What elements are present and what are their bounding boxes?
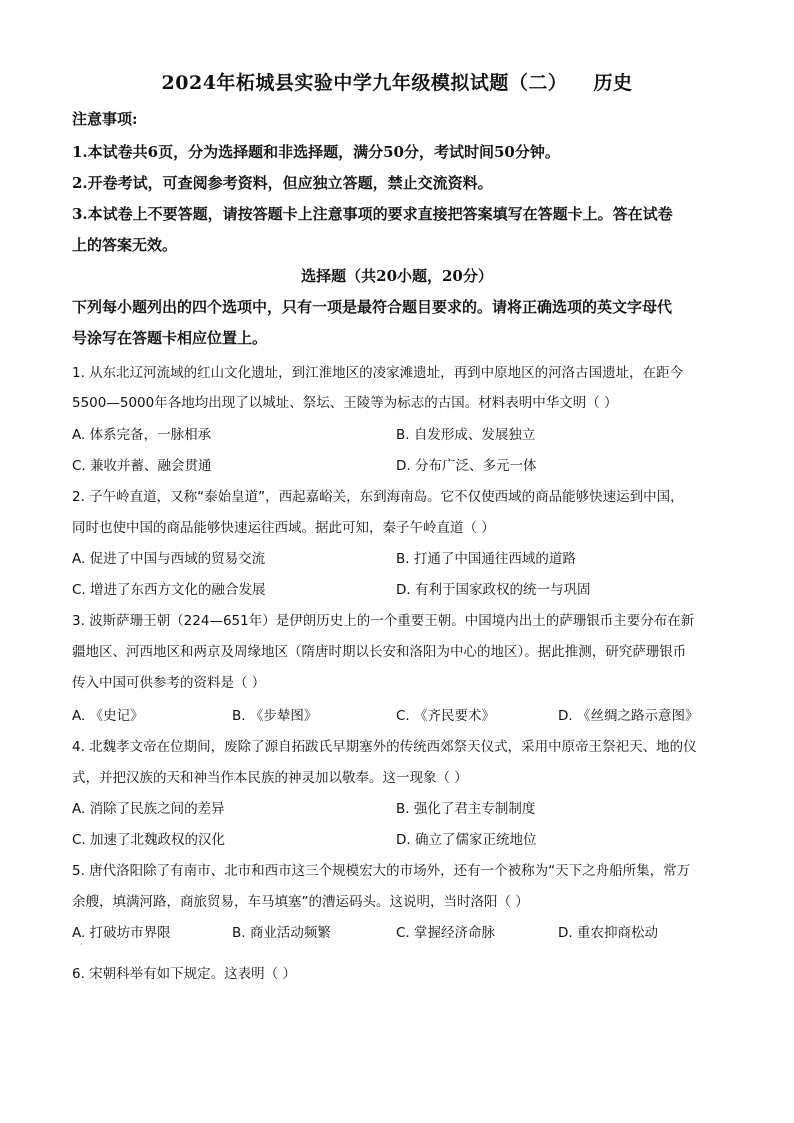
option-a[interactable]: A. 促进了中国与西域的贸易交流 [72,551,266,567]
option-a[interactable]: A. 《史记》 [72,708,144,724]
option-c[interactable]: C. 加速了北魏政权的汉化 [72,832,226,848]
section-instruction: 下列每小题列出的四个选项中，只有一项是最符合题目要求的。请将正确选项的英文字母代 [72,298,673,316]
option-d[interactable]: D. 《丝绸之路示意图》 [558,708,699,724]
option-d[interactable]: D. 分布广泛、多元一体 [396,458,537,474]
option-c[interactable]: C. 增进了东西方文化的融合发展 [72,582,266,598]
option-c[interactable]: C. 兼收并蓄、融会贯通 [72,458,212,474]
notice-item: 1.本试卷共6页，分为选择题和非选择题，满分50分，考试时间50分钟。 [72,143,560,161]
question-text: 1. 从东北辽河流域的红山文化遗址，到江淮地区的凌家滩遗址，再到中原地区的河洛古国遗址，在距今 [72,365,684,381]
option-c[interactable]: C. 《齐民要术》 [396,708,496,724]
question-text: 3. 波斯萨珊王朝（224—651年）是伊朗历史上的一个重要王朝。中国境内出土的萨珊银币主要分布在新 [72,613,695,629]
title-text: 2024年柘城县实验中学九年级模拟试题（二） [161,72,568,94]
question-text: 5500—5000年各地均出现了以城址、祭坛、王陵等为标志的古国。材料表明中华文明（ ） [72,395,618,411]
question-text: 疆地区、河西地区和两京及周缘地区（隋唐时期以长安和洛阳为中心的地区）。据此推测，研究萨珊银币 [72,644,687,660]
option-b[interactable]: B. 自发形成、发展独立 [396,427,536,443]
option-b[interactable]: B. 打通了中国通往西域的道路 [396,551,576,567]
exam-title [0,68,794,95]
notice-item: 3.本试卷上不要答题，请按答题卡上注意事项的要求直接把答案填写在答题卡上。答在试卷 [72,205,673,223]
question-text: 式，并把汉族的天和神当作本民族的神灵加以敬奉。这一现象（ ） [72,770,468,786]
section-instruction: 号涂写在答题卡相应位置上。 [72,329,268,347]
subject-label: 历史 [593,72,633,94]
question-text: 5. 唐代洛阳除了有南市、北市和西市这三个规模宏大的市场外，还有一个被称为“天下之舟船所集，常万 [72,863,691,879]
question-text: 传入中国可供参考的资料是（ ） [72,675,266,691]
option-d[interactable]: D. 有利于国家政权的统一与巩固 [396,582,591,598]
option-b[interactable]: B. 商业活动频繁 [232,925,331,941]
option-b[interactable]: B. 《步辇图》 [232,708,318,724]
notice-item: 2.开卷考试，可查阅参考资料，但应独立答题，禁止交流资料。 [72,174,493,192]
notice-heading: 注意事项: [72,110,138,128]
option-a[interactable]: A. 消除了民族之间的差异 [72,801,225,817]
option-b[interactable]: B. 强化了君主专制制度 [396,801,536,817]
section-heading: 选择题（共20小题，20分） [301,267,493,285]
option-a[interactable]: A. 体系完备，一脉相承 [72,427,212,443]
question-text: 4. 北魏孝文帝在位期间，废除了源自拓跋氏早期塞外的传统西郊祭天仪式，采用中原帝王祭祀天、地的仪 [72,739,697,755]
option-c[interactable]: C. 掌握经济命脉 [396,925,496,941]
question-text: 6. 宋朝科举有如下规定。这表明（ ） [72,966,296,982]
scan-mark: · [80,940,83,949]
question-text: 余艘，填满河路，商旅贸易，车马填塞”的漕运码头。这说明，当时洛阳（ ） [72,894,529,910]
option-a[interactable]: A. 打破坊市界限 [72,925,171,941]
question-text: 同时也使中国的商品能够快速运往西域。据此可知，秦子午岭直道（ ） [72,520,495,536]
notice-item: 上的答案无效。 [72,236,178,254]
option-d[interactable]: D. 确立了儒家正统地位 [396,832,537,848]
question-text: 2. 子午岭直道，又称“泰始皇道”，西起嘉峪关，东到海南岛。它不仅使西域的商品能够快速运到中国， [72,489,684,505]
option-d[interactable]: D. 重农抑商松动 [558,925,658,941]
